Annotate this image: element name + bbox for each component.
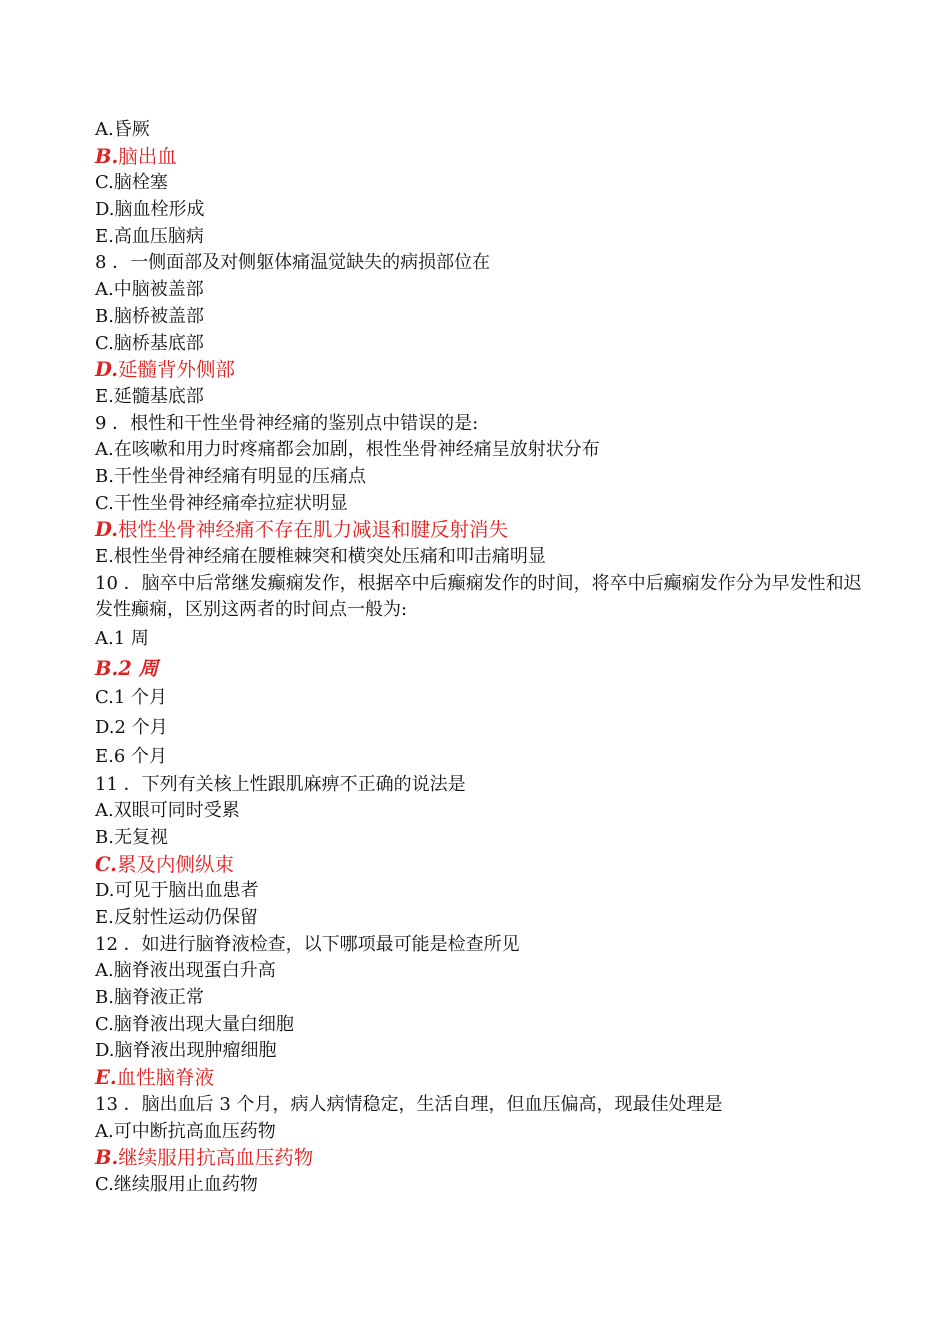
option-line bbox=[95, 384, 875, 411]
line-prefix: C. bbox=[95, 1013, 114, 1035]
line-prefix: B. bbox=[95, 656, 119, 680]
line-prefix: A. bbox=[95, 628, 114, 650]
line-prefix: B. bbox=[95, 305, 114, 327]
option-line bbox=[95, 742, 875, 772]
answer-option-line bbox=[95, 1145, 875, 1172]
option-line bbox=[95, 798, 875, 825]
line-text: 无复视 bbox=[113, 826, 168, 848]
line-text: 昏厥 bbox=[113, 119, 150, 140]
option-line bbox=[95, 958, 875, 985]
line-prefix: C. bbox=[95, 172, 114, 194]
line-text: 脑卒中后常继发癫痫发作，根据卒中后癫痫发作的时间，将卒中后癫痫发作分为早发性和迟发性癫痫，区别这两者的时间点一般为: bbox=[95, 572, 862, 621]
option-line bbox=[95, 331, 875, 358]
line-text: 如进行脑脊液检查，以下哪项最可能是检查所见 bbox=[141, 933, 520, 955]
line-prefix: E. bbox=[95, 746, 114, 768]
line-text: 脑脊液正常 bbox=[113, 987, 204, 1009]
option-line bbox=[95, 1172, 875, 1199]
option-line bbox=[95, 224, 875, 251]
line-text: 高血压脑病 bbox=[113, 225, 204, 247]
line-prefix: A. bbox=[95, 800, 114, 822]
question-line bbox=[95, 250, 875, 277]
line-prefix: 13 ． bbox=[95, 1093, 142, 1115]
line-text: 血性脑脊液 bbox=[116, 1066, 215, 1090]
option-line bbox=[95, 277, 875, 304]
line-prefix: E. bbox=[95, 546, 114, 567]
line-prefix: A. bbox=[95, 119, 114, 140]
line-text: 延髓基底部 bbox=[113, 385, 204, 407]
answer-option-line bbox=[95, 1065, 875, 1092]
option-line bbox=[95, 905, 875, 932]
line-text: 根性和干性坐骨神经痛的鉴别点中错误的是: bbox=[130, 412, 479, 434]
option-line bbox=[95, 825, 875, 852]
line-text: 继续服用抗高血压药物 bbox=[118, 1146, 314, 1170]
line-prefix: B. bbox=[95, 465, 114, 487]
option-line bbox=[95, 437, 875, 464]
option-line bbox=[95, 1119, 875, 1146]
line-text: 干性坐骨神经痛牵拉症状明显 bbox=[113, 492, 348, 514]
line-prefix: D. bbox=[95, 358, 119, 382]
line-prefix: D. bbox=[95, 880, 115, 902]
question-line bbox=[95, 571, 875, 624]
line-prefix: E. bbox=[95, 1066, 117, 1090]
line-text: 可见于脑出血患者 bbox=[114, 880, 259, 902]
option-line bbox=[95, 624, 875, 654]
line-text: 在咳嗽和用力时疼痛都会加剧，根性坐骨神经痛呈放射状分布 bbox=[113, 439, 600, 461]
answer-option-line bbox=[95, 852, 875, 879]
line-text: 可中断抗高血压药物 bbox=[113, 1120, 276, 1142]
line-prefix: E. bbox=[95, 907, 114, 929]
line-prefix: E. bbox=[95, 385, 114, 407]
line-text: 双眼可同时受累 bbox=[113, 800, 240, 822]
line-text: 脑脊液出现肿瘤细胞 bbox=[114, 1040, 277, 1062]
line-text: 1 周 bbox=[113, 628, 149, 650]
line-text: 中脑被盖部 bbox=[113, 279, 204, 301]
line-prefix: 10 ． bbox=[95, 572, 142, 594]
line-prefix: C. bbox=[95, 687, 114, 709]
question-line bbox=[95, 411, 875, 438]
line-prefix: 9 ． bbox=[95, 412, 131, 434]
line-text: 根性坐骨神经痛在腰椎棘突和横突处压痛和叩击痛明显 bbox=[113, 546, 546, 567]
line-text: 反射性运动仍保留 bbox=[113, 907, 258, 929]
line-text: 一侧面部及对侧躯体痛温觉缺失的病损部位在 bbox=[130, 252, 491, 274]
line-text: 下列有关核上性跟肌麻痹不正确的说法是 bbox=[141, 773, 466, 795]
line-prefix: B. bbox=[95, 826, 114, 848]
line-prefix: 11 ． bbox=[95, 773, 142, 795]
line-prefix: A. bbox=[95, 279, 114, 301]
option-line bbox=[95, 985, 875, 1012]
option-line bbox=[95, 197, 875, 224]
option-line bbox=[95, 544, 875, 571]
line-text: 脑脊液出现蛋白升高 bbox=[113, 960, 276, 982]
line-text: 2 个月 bbox=[114, 716, 168, 738]
line-prefix: A. bbox=[95, 960, 114, 982]
line-text: 延髓背外侧部 bbox=[118, 358, 236, 382]
line-prefix: C. bbox=[95, 1173, 114, 1195]
line-prefix: D. bbox=[95, 1040, 115, 1062]
line-text: 脑栓塞 bbox=[113, 172, 168, 194]
answer-option-line bbox=[95, 144, 875, 171]
line-prefix: D. bbox=[95, 716, 115, 738]
option-line bbox=[95, 117, 875, 144]
option-line bbox=[95, 170, 875, 197]
line-prefix: B. bbox=[95, 144, 119, 168]
line-text: 脑桥被盖部 bbox=[113, 305, 204, 327]
line-text: 脑桥基底部 bbox=[113, 332, 204, 354]
line-prefix: A. bbox=[95, 439, 114, 461]
line-text: 干性坐骨神经痛有明显的压痛点 bbox=[113, 465, 366, 487]
line-text: 6 个月 bbox=[113, 746, 168, 768]
line-prefix: D. bbox=[95, 518, 119, 542]
option-line bbox=[95, 491, 875, 518]
option-line bbox=[95, 1038, 875, 1065]
option-line bbox=[95, 683, 875, 713]
line-prefix: B. bbox=[95, 987, 114, 1009]
option-line bbox=[95, 1012, 875, 1039]
document-page bbox=[95, 117, 875, 1199]
line-text: 1 个月 bbox=[113, 687, 168, 709]
answer-option-line bbox=[95, 517, 875, 544]
line-prefix: C. bbox=[95, 332, 114, 354]
line-prefix: E. bbox=[95, 225, 114, 247]
line-text: 继续服用止血药物 bbox=[113, 1173, 258, 1195]
line-prefix: B. bbox=[95, 1146, 119, 1170]
option-line bbox=[95, 713, 875, 743]
answer-option-line bbox=[95, 357, 875, 384]
line-text: 根性坐骨神经痛不存在肌力减退和腱反射消失 bbox=[118, 518, 509, 542]
line-prefix: C. bbox=[95, 852, 117, 876]
line-text: 脑脊液出现大量白细胞 bbox=[113, 1013, 294, 1035]
question-line bbox=[95, 772, 875, 799]
question-line bbox=[95, 1092, 875, 1119]
option-line bbox=[95, 878, 875, 905]
line-prefix: 12 ． bbox=[95, 933, 142, 955]
option-line bbox=[95, 464, 875, 491]
line-text: 脑出血后 3 个月，病人病情稳定，生活自理，但血压偏高，现最佳处理是 bbox=[141, 1093, 723, 1115]
line-prefix: D. bbox=[95, 199, 115, 221]
line-prefix: A. bbox=[95, 1120, 114, 1142]
question-line bbox=[95, 932, 875, 959]
line-text: 脑出血 bbox=[118, 144, 177, 168]
line-text: 脑血栓形成 bbox=[114, 199, 205, 221]
line-prefix: 8 ． bbox=[95, 252, 131, 274]
option-line bbox=[95, 304, 875, 331]
line-text: 2 周 bbox=[118, 656, 159, 680]
answer-option-line bbox=[95, 654, 875, 684]
line-prefix: C. bbox=[95, 492, 114, 514]
line-text: 累及内侧纵束 bbox=[116, 852, 234, 876]
